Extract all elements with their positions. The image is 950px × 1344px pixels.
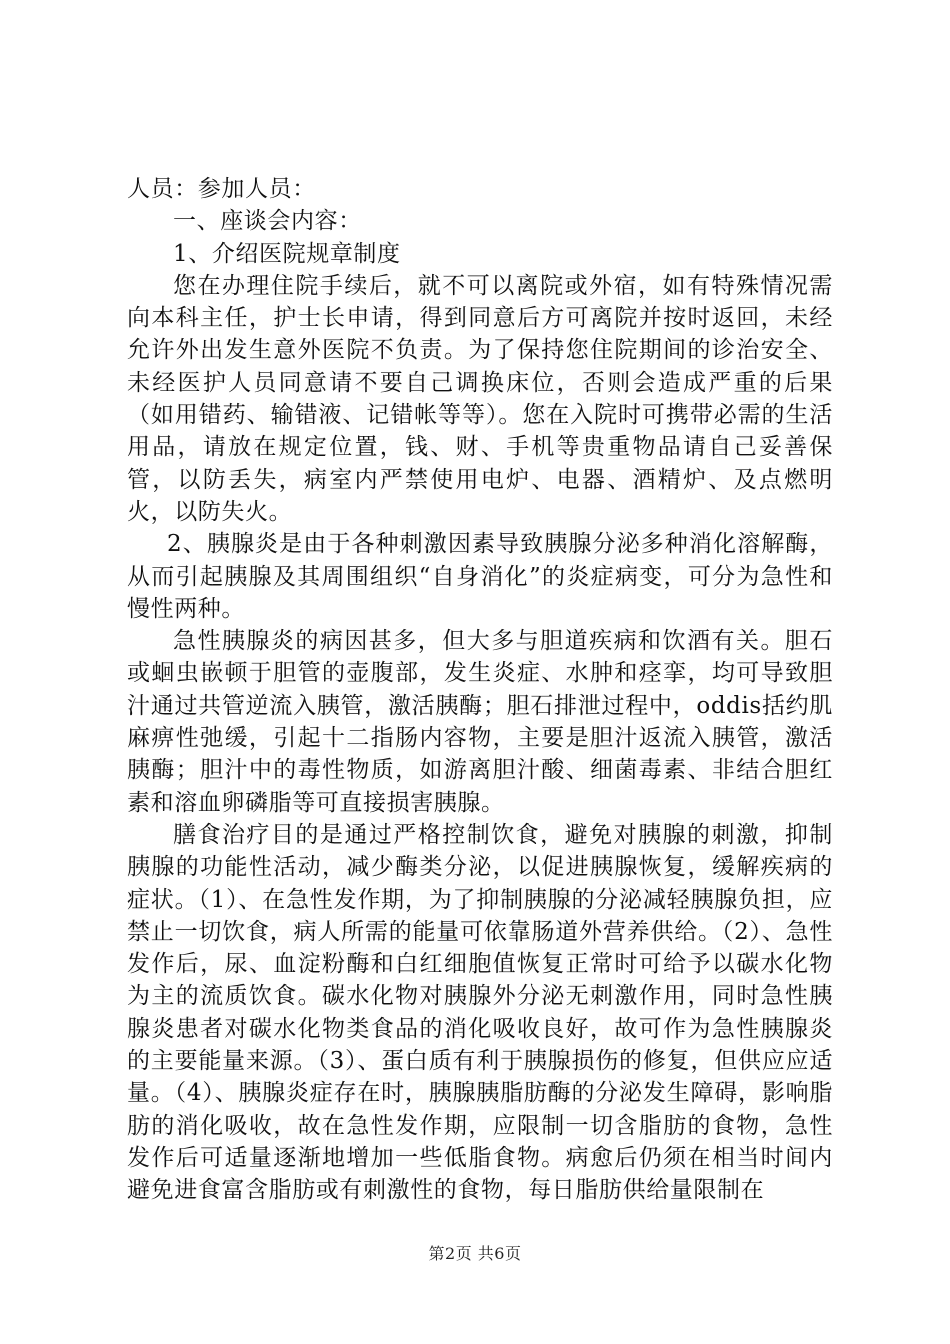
page-footer: 第2页 共6页 bbox=[428, 1244, 522, 1263]
document-body bbox=[127, 173, 833, 1207]
subsection-heading: 1、介绍医院规章制度 bbox=[173, 240, 401, 267]
diet-therapy-paragraph: 膳食治疗目的是通过严格控制饮食，避免对胰腺的刺激，抑制胰腺的功能性活动，减少酶类分泌，以促进胰腺恢复，缓解疾病的症状。（1）、在急性发作期，为了抑制胰腺的分泌减轻胰腺负担，应禁止一切饮食，病人所需的能量可依靠肠道外营养供给。（2）、急性发作后，尿、血淀粉酶和白红细胞值恢复正常时可给予以碳水化物为主的流质饮食。碳水化物对胰腺外分泌无刺激作用，同时急性胰腺炎患者对碳水化物类食品的消化吸收良好，故可作为急性胰腺炎的主要能量来源。（3）、蛋白质有利于胰腺损伤的修复，但供应应适量。（4）、胰腺炎症存在时，胰腺胰脂肪酶的分泌发生障碍，影响脂肪的消化吸收，故在急性发作期，应限制一切含脂肪的食物，急性发作后可适量逐渐地增加一些低脂食物。病愈后仍须在相当时间内避免进食富含脂肪或有刺激性的食物，每日脂肪供给量限制在 bbox=[127, 821, 833, 1204]
attendees-line: 人员：参加人员： bbox=[127, 176, 316, 202]
pancreatitis-definition-paragraph: 2、胰腺炎是由于各种刺激因素导致胰腺分泌多种消化溶解酶，从而引起胰腺及其周围组织“自身消化”的炎症病变，可分为急性和慢性两种。 bbox=[127, 531, 833, 622]
acute-pancreatitis-cause-paragraph: 急性胰腺炎的病因甚多，但大多与胆道疾病和饮酒有关。胆石或蛔虫嵌顿于胆管的壶腹部，发生炎症、水肿和痉挛，均可导致胆汁通过共管逆流入胰管，激活胰酶；胆石排泄过程中，oddis括约肌麻痹性弛缓，引起十二指肠内容物，主要是胆汁返流入胰管，激活胰酶；胆汁中的毒性物质，如游离胆汁酸、细菌毒素、非结合胆红素和溶血卵磷脂等可直接损害胰腺。 bbox=[127, 628, 833, 816]
section-heading: 一、座谈会内容： bbox=[173, 208, 362, 235]
hospital-rules-paragraph: 您在办理住院手续后，就不可以离院或外宿，如有特殊情况需向本科主任，护士长申请，得到同意后方可离院并按时返回，未经允许外出发生意外医院不负责。为了保持您住院期间的诊治安全、未经医护人员同意请不要自己调换床位，否则会造成严重的后果（如用错药、输错液、记错帐等等）。您在入院时可携带必需的生活用品，请放在规定位置，钱、财、手机等贵重物品请自己妥善保管，以防丢失，病室内严禁使用电炉、电器、酒精炉、及点燃明火，以防失火。 bbox=[127, 272, 833, 525]
